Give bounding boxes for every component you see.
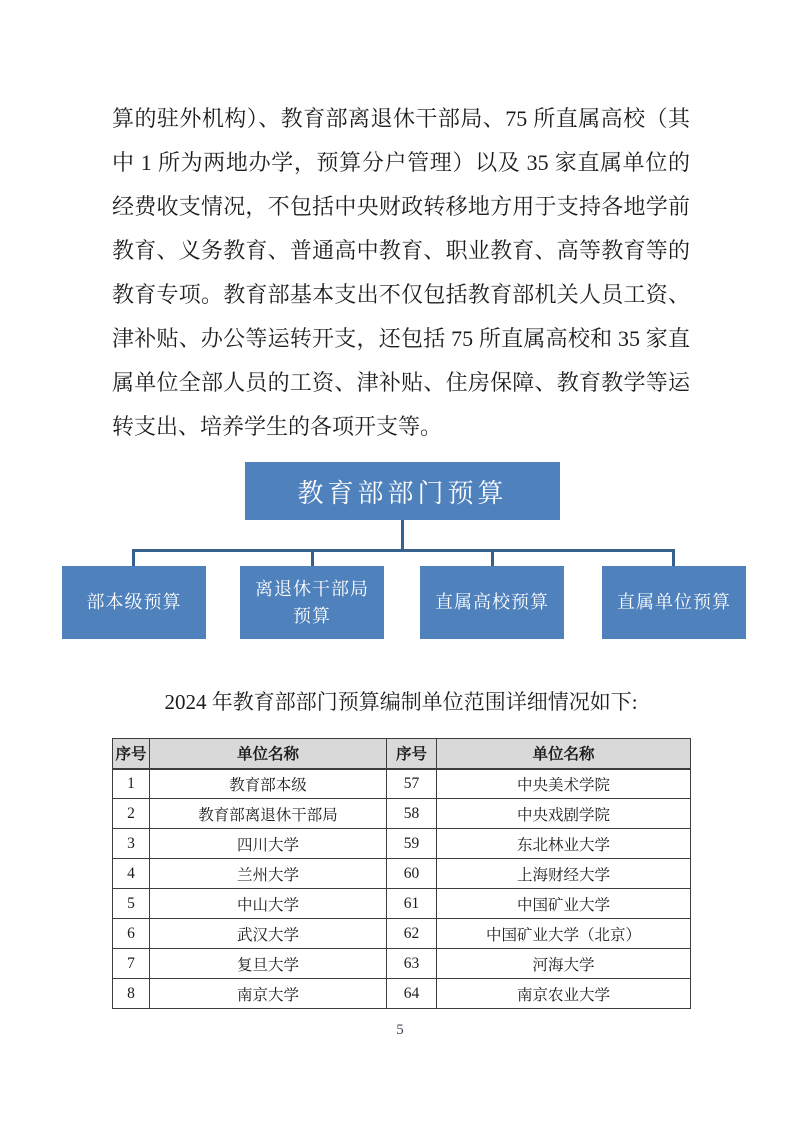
page-number: 5 bbox=[396, 1022, 404, 1038]
paragraph-line: 中 1 所为两地办学，预算分户管理）以及 35 家直属单位的 bbox=[112, 150, 690, 175]
table-row bbox=[113, 979, 691, 1009]
paragraph-line: 算的驻外机构）、教育部离退休干部局、75 所直属高校（其 bbox=[112, 106, 690, 131]
table-row bbox=[113, 769, 691, 799]
cell-unit-right: 中国矿业大学（北京） bbox=[437, 919, 691, 949]
table-row bbox=[113, 889, 691, 919]
org-chart-connector-drop bbox=[311, 551, 314, 567]
paragraph-line: 津补贴、办公等运转开支，还包括 75 所直属高校和 35 家直 bbox=[112, 326, 690, 351]
paragraph-line: 教育、义务教育、普通高中教育、职业教育、高等教育等的 bbox=[112, 238, 690, 263]
org-chart-connector-stem bbox=[401, 520, 404, 550]
cell-seq-right: 59 bbox=[387, 829, 437, 859]
cell-unit-right: 上海财经大学 bbox=[437, 859, 691, 889]
org-chart-child-box-ministry-level bbox=[62, 566, 206, 639]
cell-unit-right: 中国矿业大学 bbox=[437, 889, 691, 919]
cell-seq-right: 64 bbox=[387, 979, 437, 1009]
cell-unit-left: 武汉大学 bbox=[150, 919, 387, 949]
cell-seq-left: 4 bbox=[113, 859, 150, 889]
org-chart-child-box-retired-cadre-bureau bbox=[240, 566, 384, 639]
org-chart-child-label: 部本级预算 bbox=[86, 592, 182, 613]
org-chart bbox=[62, 462, 746, 639]
units-table bbox=[112, 738, 691, 1009]
cell-seq-left: 5 bbox=[113, 889, 150, 919]
org-chart-child-label: 直属高校预算 bbox=[435, 592, 549, 613]
cell-seq-right: 63 bbox=[387, 949, 437, 979]
cell-seq-right: 60 bbox=[387, 859, 437, 889]
cell-unit-left: 复旦大学 bbox=[150, 949, 387, 979]
org-chart-child-label: 离退休干部局 bbox=[255, 579, 369, 600]
cell-unit-right: 河海大学 bbox=[437, 949, 691, 979]
cell-unit-right: 东北林业大学 bbox=[437, 829, 691, 859]
table-row bbox=[113, 919, 691, 949]
org-chart-child-label: 预算 bbox=[293, 605, 331, 626]
cell-seq-left: 1 bbox=[113, 769, 150, 799]
table-caption: 2024 年教育部部门预算编制单位范围详细情况如下: bbox=[164, 690, 638, 714]
cell-seq-left: 8 bbox=[113, 979, 150, 1009]
cell-unit-right: 中央戏剧学院 bbox=[437, 799, 691, 829]
cell-seq-left: 3 bbox=[113, 829, 150, 859]
cell-unit-right: 中央美术学院 bbox=[437, 769, 691, 799]
org-chart-child-box-affiliated-universities bbox=[420, 566, 564, 639]
table-header-row bbox=[113, 739, 691, 769]
paragraph-line: 转支出、培养学生的各项开支等。 bbox=[112, 414, 443, 439]
cell-unit-left: 教育部本级 bbox=[150, 769, 387, 799]
header-unit-name-right: 单位名称 bbox=[437, 739, 691, 769]
body-paragraph bbox=[112, 97, 690, 449]
cell-seq-left: 2 bbox=[113, 799, 150, 829]
cell-unit-left: 兰州大学 bbox=[150, 859, 387, 889]
cell-seq-left: 7 bbox=[113, 949, 150, 979]
header-seq-right: 序号 bbox=[387, 739, 437, 769]
org-chart-connector-drop bbox=[672, 551, 675, 567]
cell-seq-right: 57 bbox=[387, 769, 437, 799]
cell-seq-right: 58 bbox=[387, 799, 437, 829]
cell-unit-left: 南京大学 bbox=[150, 979, 387, 1009]
paragraph-line: 经费收支情况，不包括中央财政转移地方用于支持各地学前 bbox=[112, 194, 690, 219]
cell-unit-left: 四川大学 bbox=[150, 829, 387, 859]
header-unit-name-left: 单位名称 bbox=[150, 739, 387, 769]
cell-unit-left: 教育部离退休干部局 bbox=[150, 799, 387, 829]
header-seq-left: 序号 bbox=[113, 739, 150, 769]
org-chart-connector-drop bbox=[491, 551, 494, 567]
cell-seq-left: 6 bbox=[113, 919, 150, 949]
cell-seq-right: 62 bbox=[387, 919, 437, 949]
cell-unit-right: 南京农业大学 bbox=[437, 979, 691, 1009]
cell-unit-left: 中山大学 bbox=[150, 889, 387, 919]
cell-seq-right: 61 bbox=[387, 889, 437, 919]
org-chart-child-label: 直属单位预算 bbox=[617, 592, 731, 613]
table-row bbox=[113, 949, 691, 979]
paragraph-line: 教育专项。教育部基本支出不仅包括教育部机关人员工资、 bbox=[112, 282, 690, 307]
table-row bbox=[113, 799, 691, 829]
org-chart-connector-drop bbox=[132, 551, 135, 567]
paragraph-line: 属单位全部人员的工资、津补贴、住房保障、教育教学等运 bbox=[112, 370, 690, 395]
org-chart-child-box-affiliated-units bbox=[602, 566, 746, 639]
org-chart-root-box bbox=[245, 462, 560, 520]
org-chart-connector-bar bbox=[132, 549, 675, 552]
table-row bbox=[113, 859, 691, 889]
table-row bbox=[113, 829, 691, 859]
org-chart-root-label: 教育部部门预算 bbox=[297, 478, 508, 508]
